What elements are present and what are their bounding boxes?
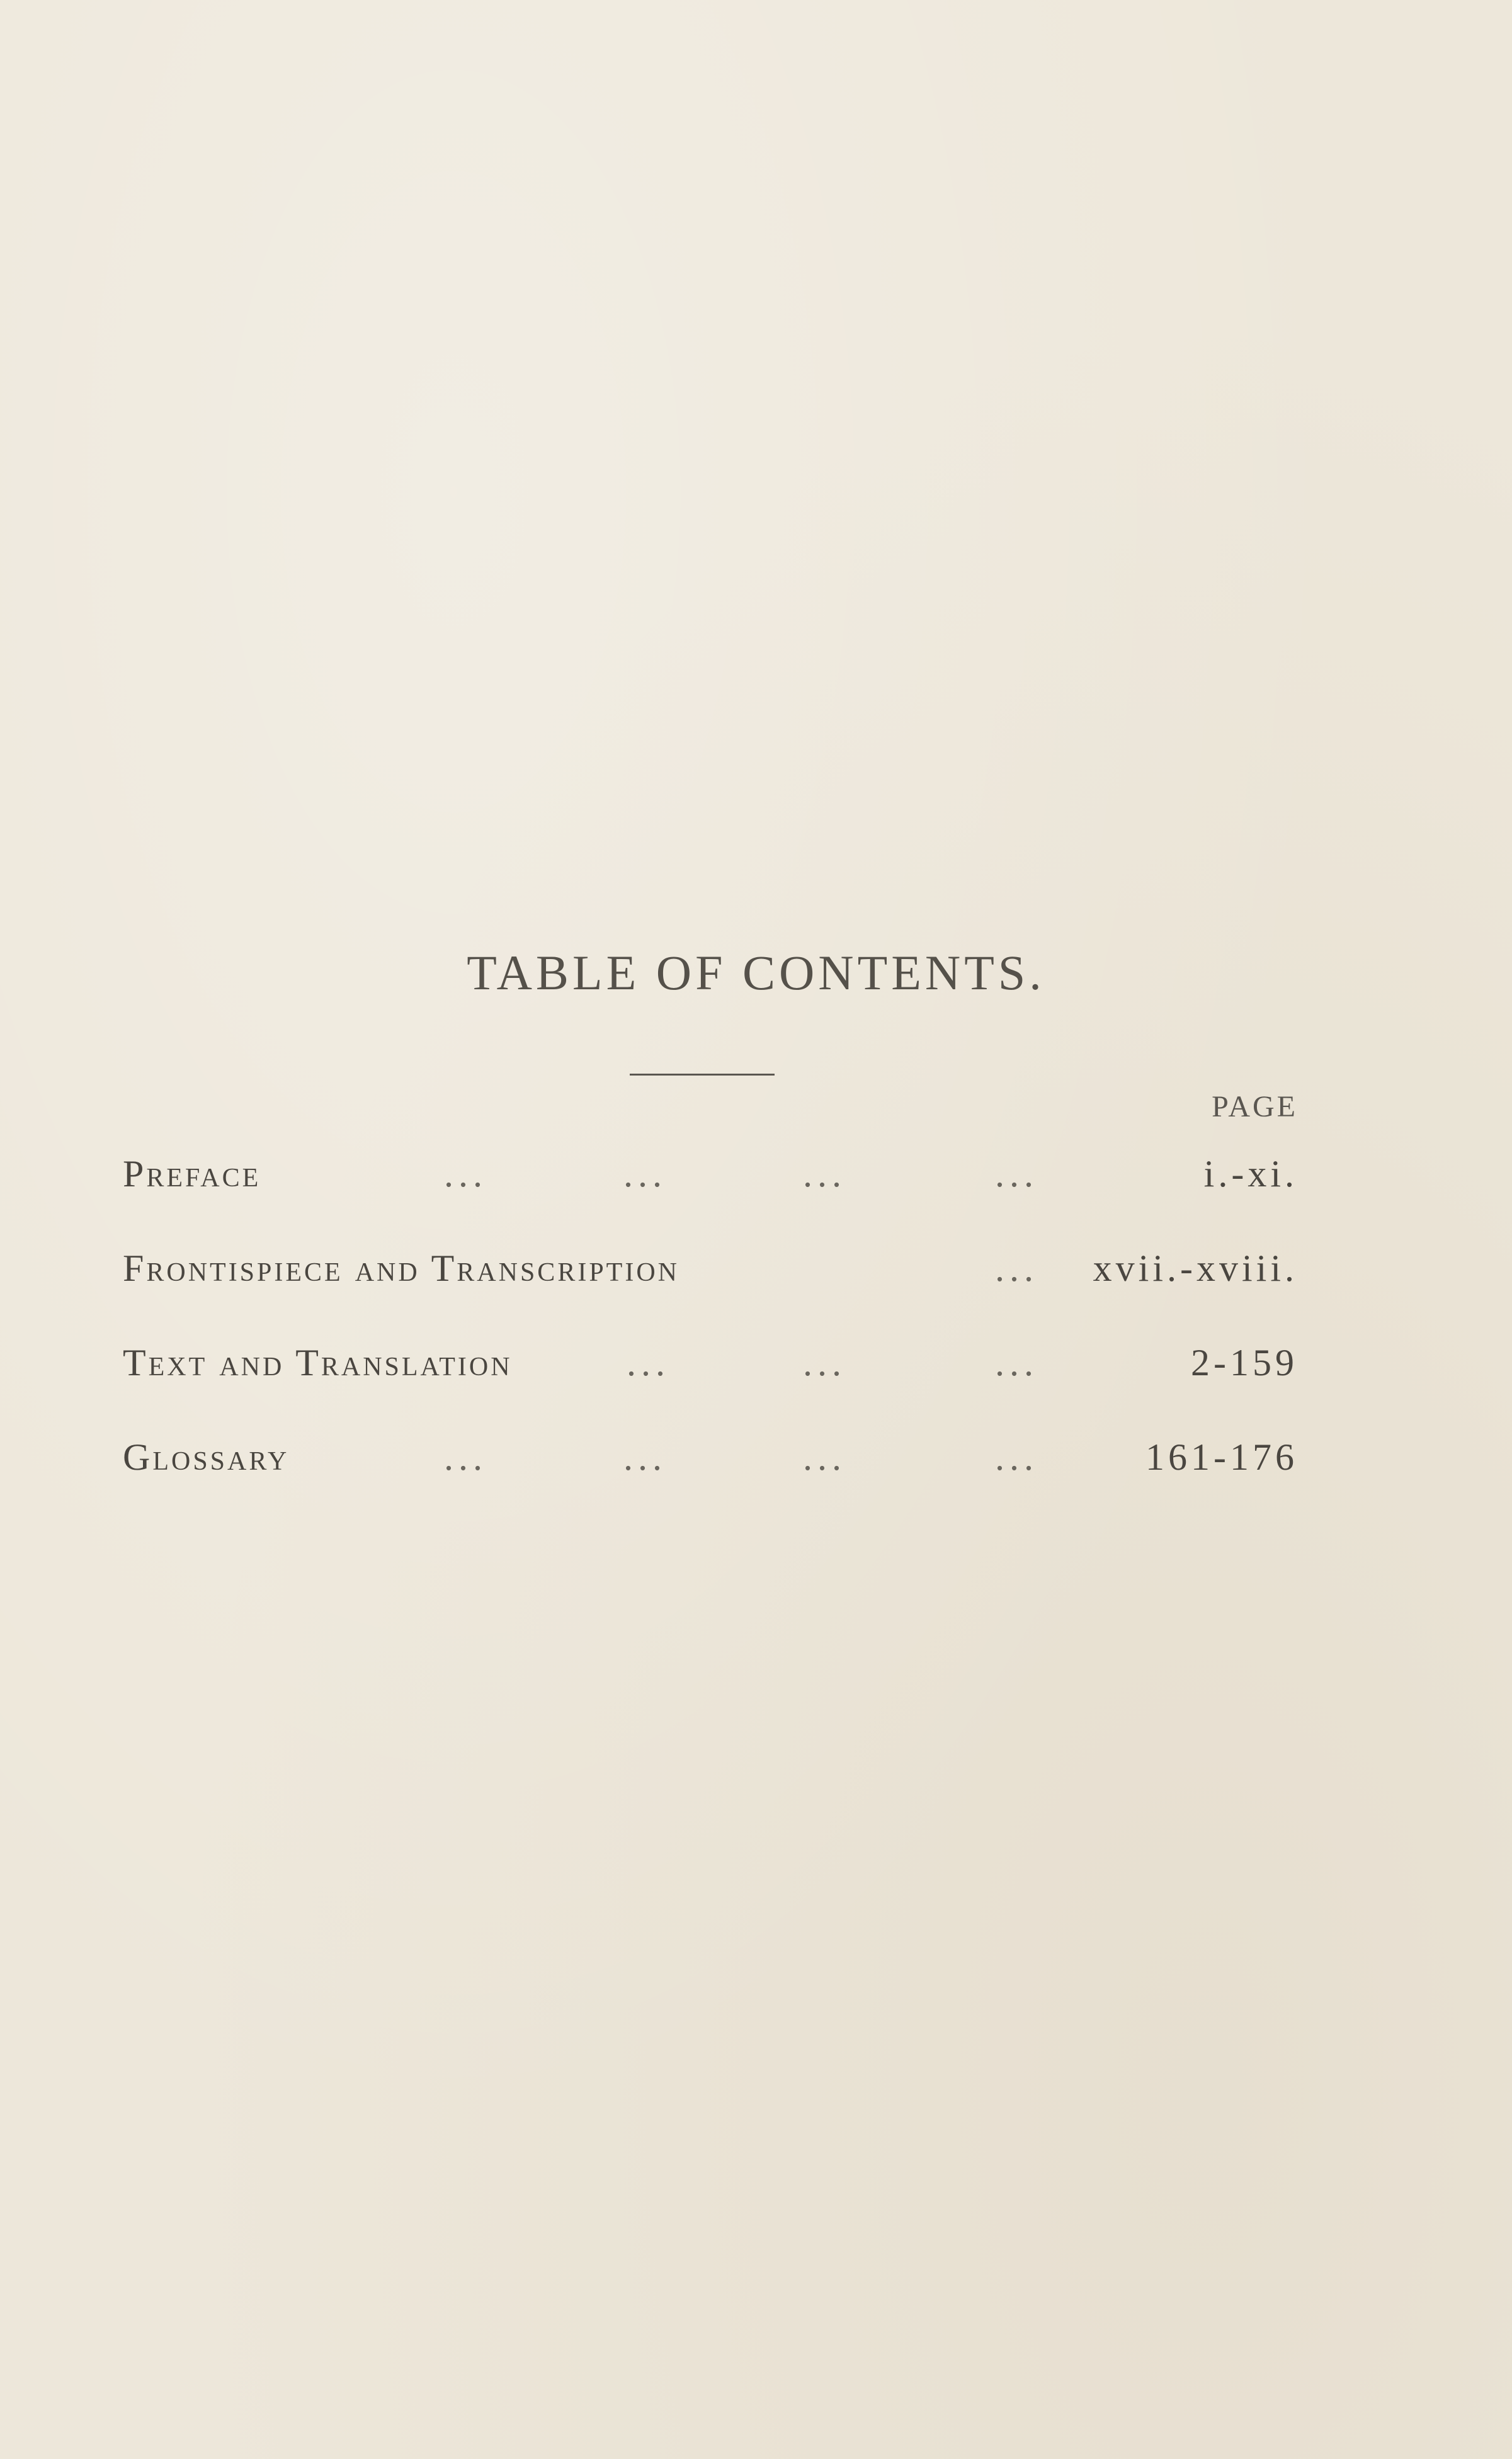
page-column-heading: PAGE xyxy=(1212,1090,1298,1123)
dot-leader: ... xyxy=(995,1153,1038,1195)
dot-leader: ... xyxy=(995,1342,1038,1383)
toc-entry-label: Frontispiece and Transcription xyxy=(123,1247,679,1289)
dot-leader: ... xyxy=(803,1153,846,1195)
toc-entry-pages: xvii.-xviii. xyxy=(1093,1247,1298,1289)
toc-list xyxy=(123,1152,1298,1530)
dot-leader: ... xyxy=(803,1342,846,1383)
toc-entry-glossary xyxy=(123,1436,1298,1530)
dot-leader: ... xyxy=(623,1153,667,1195)
page-title: TABLE OF CONTENTS. xyxy=(467,945,1045,1000)
toc-entry-label: Text and Translation xyxy=(123,1342,513,1383)
dot-leader: ... xyxy=(995,1436,1038,1478)
dot-leader: ... xyxy=(627,1342,670,1383)
dot-leader: ... xyxy=(623,1436,667,1478)
toc-entry-pages: 161-176 xyxy=(1145,1436,1298,1478)
toc-entry-label: Glossary xyxy=(123,1436,290,1478)
toc-entry-label: Preface xyxy=(123,1153,261,1195)
toc-entry-text-translation xyxy=(123,1341,1298,1436)
dot-leader: ... xyxy=(803,1436,846,1478)
dot-leader: ... xyxy=(444,1436,487,1478)
dot-leader: ... xyxy=(444,1153,487,1195)
title-divider xyxy=(630,1074,775,1076)
dot-leader: ... xyxy=(995,1247,1038,1289)
toc-entry-pages: 2-159 xyxy=(1191,1342,1298,1383)
toc-entry-preface xyxy=(123,1152,1298,1247)
toc-entry-frontispiece xyxy=(123,1247,1298,1341)
toc-entry-pages: i.-xi. xyxy=(1203,1153,1298,1195)
